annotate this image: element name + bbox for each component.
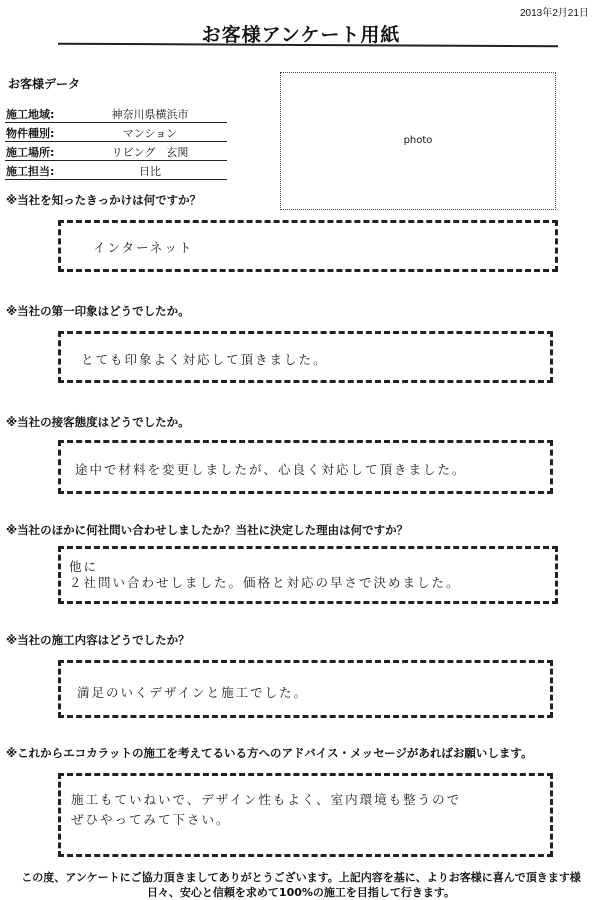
row-label: 施工担当:	[6, 165, 55, 178]
page-title: お客様アンケート用紙	[201, 24, 401, 46]
row-value: 日比	[139, 165, 161, 178]
footer-line-2: 日々、安心と信頼を求めて100%の施工を目指して行きます。	[146, 886, 456, 899]
answer-3-line-1: 途中で材料を変更しましたが、心良く対応して頂きました。	[75, 462, 467, 477]
photo-label: photo	[403, 135, 433, 146]
customer-row-area	[5, 104, 227, 123]
answer-box-5	[58, 660, 553, 718]
survey-date: 2013年2月21日	[520, 8, 589, 19]
customer-row-property-type	[5, 123, 227, 142]
answer-box-6	[58, 773, 553, 857]
question-6: ※これからエコカラットの施工を考えてるいる方へのアドバイス・メッセージがあればお願いします。	[6, 746, 533, 760]
customer-row-staff	[5, 161, 227, 180]
answer-box-4	[58, 546, 558, 604]
question-2: ※当社の第一印象はどうでしたか。	[6, 304, 190, 318]
customer-data-heading: お客様データ	[8, 77, 81, 91]
question-3: ※当社の接客態度はどうでしたか。	[6, 415, 190, 429]
answer-4-line-2: ２社問い合わせしました。価格と対応の早さで決めました。	[69, 575, 461, 590]
row-value: マンション	[122, 127, 178, 140]
answer-2-line-1: とても印象よく対応して頂きました。	[81, 352, 328, 367]
answer-5-line-1: 満足のいくデザインと施工でした。	[77, 685, 309, 700]
photo-placeholder	[280, 72, 556, 210]
question-4: ※当社のほかに何社問い合わせしましたか？当社に決定した理由は何ですか？	[6, 523, 409, 537]
answer-6-line-1: 施工もていねいで、デザイン性もよく、室内環境も整うので	[71, 792, 462, 807]
row-label: 施工場所:	[6, 146, 55, 159]
question-1: ※当社を知ったきっかけは何ですか？	[6, 193, 202, 207]
answer-6-line-2: ぜひやってみて下さい。	[71, 812, 231, 827]
answer-box-3	[58, 440, 553, 494]
answer-4-line-1: 他に	[69, 559, 99, 574]
row-value: リビング 玄関	[111, 146, 189, 159]
answer-box-1	[58, 220, 558, 272]
answer-1-line-1: インターネット	[93, 240, 194, 255]
question-5: ※当社の施工内容はどうでしたか？	[6, 633, 190, 647]
row-label: 施工地域:	[6, 108, 55, 121]
customer-row-location	[5, 142, 227, 161]
answer-box-2	[58, 331, 553, 383]
row-label: 物件種別:	[6, 127, 55, 140]
footer-line-1: この度、アンケートにご協力頂きましてありがとうございます。上記内容を基に、よりお客様に喜んで頂きます様	[21, 871, 581, 884]
row-value: 神奈川県横浜市	[111, 108, 189, 121]
